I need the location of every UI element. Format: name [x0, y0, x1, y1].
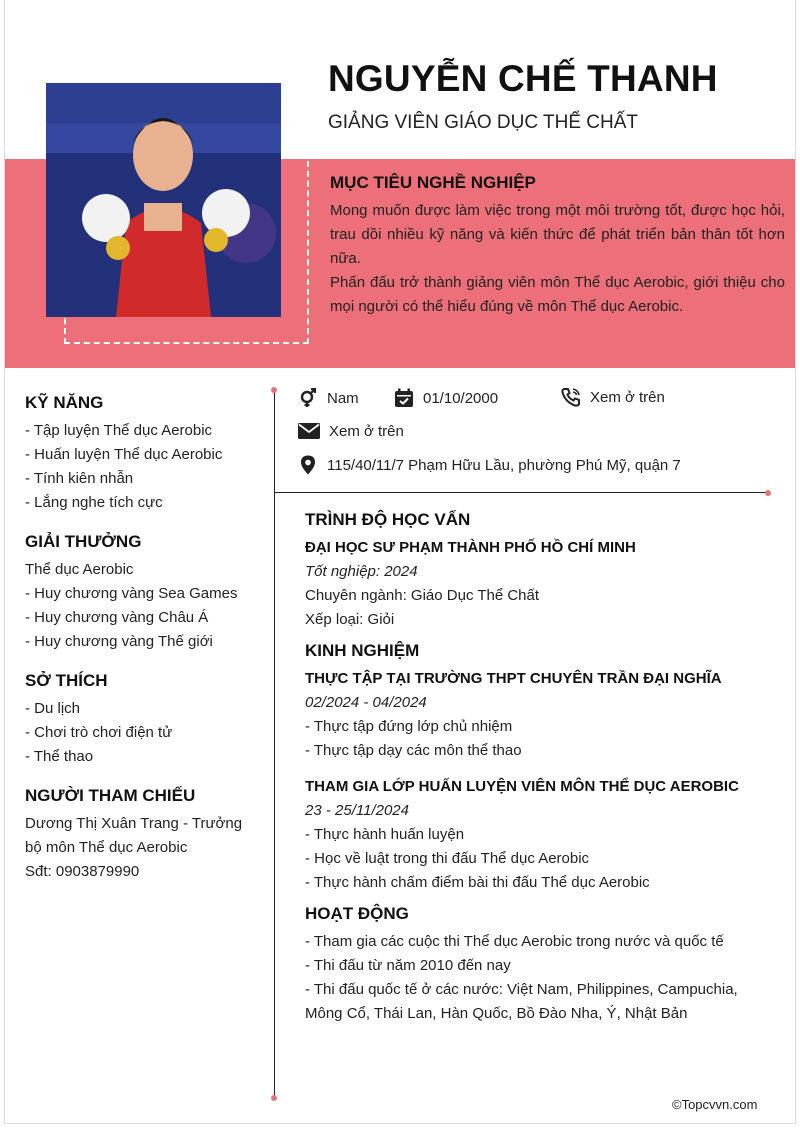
- divider-dot: [765, 490, 771, 496]
- phone-icon: [561, 387, 581, 407]
- list-item: - Tập luyện Thể dục Aerobic: [25, 422, 213, 439]
- list-item: - Huấn luyện Thể dục Aerobic: [25, 446, 223, 463]
- list-item: - Huy chương vàng Thế giới: [25, 633, 213, 650]
- list-item: Thể dục Aerobic: [25, 561, 134, 578]
- email-value: Xem ở trên: [329, 422, 404, 440]
- job-title: THAM GIA LỚP HUẤN LUYỆN VIÊN MÔN THỂ DỤC AEROBIC: [305, 778, 739, 795]
- education-title: TRÌNH ĐỘ HỌC VẤN: [305, 510, 471, 529]
- objective-paragraph: Mong muốn được làm việc trong một môi trường tốt, được học hỏi, trau dồi nhiều kỹ năng và kiến thức để phát triển bản thân tốt hơn nữa.: [330, 202, 785, 267]
- experience-title: KINH NGHIỆM: [305, 641, 420, 660]
- right-column: [305, 510, 775, 1035]
- objective-paragraph: Phấn đấu trở thành giảng viên môn Thể dục Aerobic, giới thiệu cho mọi người có thể hiểu đúng về môn Thể dục Aerobic.: [330, 274, 785, 315]
- graduation-year: Tốt nghiệp: 2024: [305, 563, 418, 580]
- list-item: - Học về luật trong thi đấu Thể dục Aerobic: [305, 850, 590, 867]
- contact-address: [298, 455, 681, 475]
- grade: Xếp loại: Giỏi: [305, 611, 395, 628]
- skills-section: [25, 393, 260, 515]
- list-item: - Thực tập đứng lớp chủ nhiệm: [305, 718, 513, 735]
- contact-email: [298, 421, 404, 441]
- references-section: [25, 786, 260, 884]
- skills-title: KỸ NĂNG: [25, 393, 104, 412]
- objective-title: MỤC TIÊU NGHỀ NGHIỆP: [330, 173, 536, 192]
- contact-birthday: [394, 388, 498, 408]
- contact-phone: [561, 387, 665, 407]
- list-item: - Chơi trò chơi điện tử: [25, 724, 173, 741]
- job-period: 02/2024 - 04/2024: [305, 694, 427, 711]
- list-item: - Du lịch: [25, 700, 81, 717]
- contact-gender: [298, 388, 359, 408]
- candidate-position: GIẢNG VIÊN GIÁO DỤC THỂ CHẤT: [328, 112, 639, 133]
- location-icon: [298, 455, 318, 475]
- timeline-dot: [271, 1095, 277, 1101]
- experience-section: [305, 641, 775, 895]
- list-item: - Tính kiên nhẫn: [25, 470, 134, 487]
- references-title: NGƯỜI THAM CHIẾU: [25, 786, 196, 805]
- list-item: - Lắng nghe tích cực: [25, 494, 163, 511]
- job-title: THỰC TẬP TẠI TRƯỜNG THPT CHUYÊN TRẦN ĐẠI NGHĨA: [305, 670, 722, 687]
- list-item: - Huy chương vàng Sea Games: [25, 585, 238, 602]
- list-item: - Huy chương vàng Châu Á: [25, 609, 209, 626]
- timeline-line: [274, 390, 275, 1098]
- list-item: - Thực tập dạy các môn thể thao: [305, 742, 522, 759]
- major: Chuyên ngành: Giáo Dục Thể Chất: [305, 587, 540, 604]
- education-section: [305, 510, 775, 632]
- email-icon: [298, 421, 320, 441]
- contact-divider: [275, 492, 767, 493]
- list-item: - Tham gia các cuộc thi Thể dục Aerobic trong nước và quốc tế: [305, 933, 724, 950]
- awards-section: [25, 532, 260, 654]
- timeline-dot: [271, 387, 277, 393]
- candidate-name: NGUYỄN CHẾ THANH: [328, 58, 718, 99]
- left-column: [25, 393, 260, 901]
- hobbies-title: SỞ THÍCH: [25, 671, 108, 690]
- gender-icon: [298, 388, 318, 408]
- list-item: - Thể thao: [25, 748, 94, 765]
- list-item: bộ môn Thể dục Aerobic: [25, 839, 188, 856]
- phone-value: Xem ở trên: [590, 388, 665, 406]
- job-period: 23 - 25/11/2024: [305, 802, 409, 819]
- activities-section: [305, 904, 775, 1026]
- list-item: Mông Cổ, Thái Lan, Hàn Quốc, Bồ Đào Nha, Ý, Nhật Bản: [305, 1005, 688, 1022]
- school-name: ĐẠI HỌC SƯ PHẠM THÀNH PHỐ HỒ CHÍ MINH: [305, 539, 636, 556]
- birthday-value: 01/10/2000: [423, 389, 499, 407]
- activities-title: HOẠT ĐỘNG: [305, 904, 409, 923]
- address-value: 115/40/11/7 Phạm Hữu Lầu, phường Phú Mỹ, quận 7: [327, 456, 681, 474]
- objective-section: [330, 173, 785, 319]
- profile-photo: [46, 83, 281, 317]
- list-item: - Thực hành huấn luyện: [305, 826, 465, 843]
- list-item: - Thực hành chấm điểm bài thi đấu Thể dục Aerobic: [305, 874, 650, 891]
- gender-value: Nam: [327, 389, 359, 407]
- list-item: Sđt: 0903879990: [25, 863, 140, 880]
- hobbies-section: [25, 671, 260, 769]
- list-item: - Thi đấu từ năm 2010 đến nay: [305, 957, 511, 974]
- awards-title: GIẢI THƯỞNG: [25, 532, 142, 551]
- list-item: - Thi đấu quốc tế ở các nước: Việt Nam, Philippines, Campuchia,: [305, 981, 738, 998]
- footer-credit: ©Topcvvn.com: [672, 1097, 758, 1112]
- list-item: Dương Thị Xuân Trang - Trưởng: [25, 815, 243, 832]
- calendar-icon: [394, 388, 414, 408]
